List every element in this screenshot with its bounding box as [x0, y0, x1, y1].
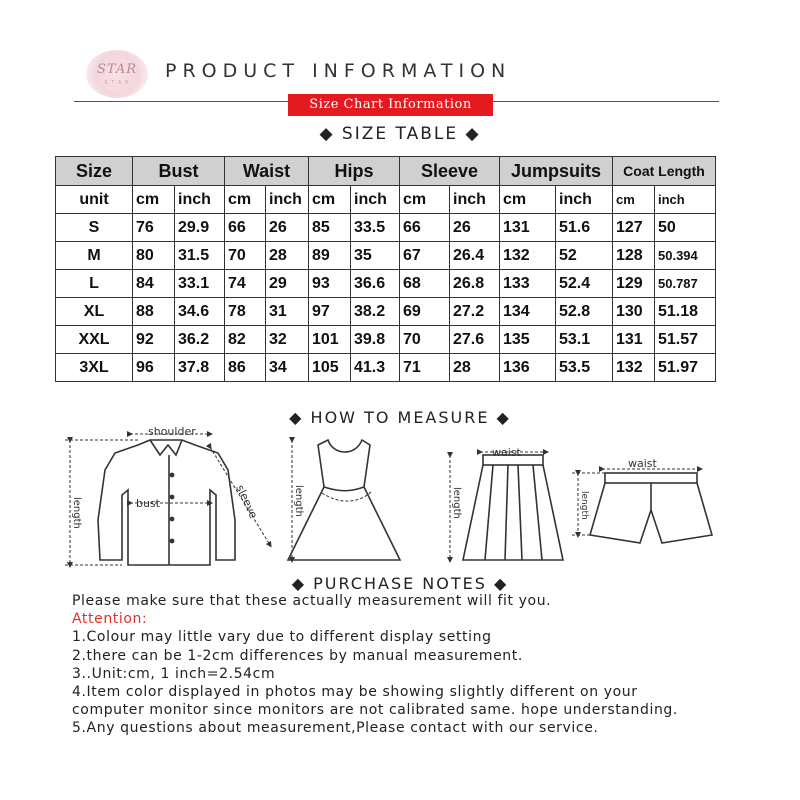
size-table-title: ◆ SIZE TABLE ◆	[319, 124, 481, 144]
header-bust: Bust	[133, 157, 225, 186]
header-hips: Hips	[309, 157, 400, 186]
table-cell: 135	[500, 326, 556, 354]
table-cell: 50	[655, 214, 716, 242]
table-cell: 27.2	[450, 298, 500, 326]
table-cell: 34	[266, 354, 309, 382]
unit-cell: inch	[266, 186, 309, 214]
table-row	[56, 354, 716, 382]
purchase-notes-title: ◆ PURCHASE NOTES ◆	[291, 574, 509, 593]
unit-label: unit	[56, 186, 133, 214]
header-jumpsuits: Jumpsuits	[500, 157, 613, 186]
table-cell: 68	[400, 270, 450, 298]
table-cell: 31	[266, 298, 309, 326]
table-cell: 88	[133, 298, 175, 326]
table-cell: 132	[613, 354, 655, 382]
table-cell: 33.5	[351, 214, 400, 242]
table-header-row	[56, 157, 716, 186]
table-cell: 85	[309, 214, 351, 242]
table-cell: 29	[266, 270, 309, 298]
sleeve-label: sleeve	[233, 482, 261, 521]
shorts-length-label: length	[579, 491, 589, 520]
table-cell: 50.394	[655, 242, 716, 270]
table-cell: 52.8	[556, 298, 613, 326]
jacket-length-label: length	[71, 497, 82, 529]
table-cell: 34.6	[175, 298, 225, 326]
header-waist: Waist	[225, 157, 309, 186]
unit-cell: cm	[500, 186, 556, 214]
table-cell: 127	[613, 214, 655, 242]
table-cell: 52	[556, 242, 613, 270]
table-cell: 32	[266, 326, 309, 354]
unit-cell: inch	[175, 186, 225, 214]
table-cell: 41.3	[351, 354, 400, 382]
table-cell: 76	[133, 214, 175, 242]
table-cell: 26.4	[450, 242, 500, 270]
table-cell: 50.787	[655, 270, 716, 298]
table-cell: 33.1	[175, 270, 225, 298]
table-cell: 130	[613, 298, 655, 326]
shorts-illustration	[572, 469, 712, 543]
size-label-cell: XL	[56, 298, 133, 326]
brand-logo-subtext: S T A R	[104, 80, 130, 86]
skirt-waist-label: waist	[492, 446, 521, 459]
table-cell: 29.9	[175, 214, 225, 242]
shorts-waist-label: waist	[628, 457, 657, 470]
table-cell: 38.2	[351, 298, 400, 326]
table-cell: 36.6	[351, 270, 400, 298]
skirt-length-label: length	[451, 487, 462, 519]
table-cell: 67	[400, 242, 450, 270]
table-cell: 37.8	[175, 354, 225, 382]
table-cell: 128	[613, 242, 655, 270]
table-cell: 51.6	[556, 214, 613, 242]
table-row	[56, 214, 716, 242]
table-cell: 86	[225, 354, 266, 382]
size-label-cell: M	[56, 242, 133, 270]
table-row	[56, 242, 716, 270]
note-item: 1.Colour may little vary due to different display setting	[72, 629, 492, 646]
table-cell: 66	[225, 214, 266, 242]
note-item: 2.there can be 1-2cm differences by manual measurement.	[72, 647, 523, 664]
note-item: 4.Item color displayed in photos may be showing slightly different on your	[72, 684, 638, 701]
measure-illustrations	[60, 425, 740, 575]
unit-cell: cm	[400, 186, 450, 214]
table-cell: 35	[351, 242, 400, 270]
table-cell: 131	[500, 214, 556, 242]
table-cell: 28	[266, 242, 309, 270]
size-label-cell: 3XL	[56, 354, 133, 382]
table-cell: 96	[133, 354, 175, 382]
table-cell: 39.8	[351, 326, 400, 354]
table-cell: 132	[500, 242, 556, 270]
table-cell: 26	[450, 214, 500, 242]
bust-label: bust	[136, 497, 160, 510]
table-cell: 93	[309, 270, 351, 298]
table-cell: 105	[309, 354, 351, 382]
table-cell: 84	[133, 270, 175, 298]
unit-cell: cm	[613, 186, 655, 214]
note-item: 3..Unit:cm, 1 inch=2.54cm	[72, 665, 276, 682]
table-cell: 26.8	[450, 270, 500, 298]
table-cell: 51.18	[655, 298, 716, 326]
size-table	[55, 156, 716, 382]
table-cell: 53.1	[556, 326, 613, 354]
unit-cell: inch	[556, 186, 613, 214]
table-cell: 131	[613, 326, 655, 354]
table-cell: 51.97	[655, 354, 716, 382]
table-row	[56, 298, 716, 326]
table-cell: 66	[400, 214, 450, 242]
table-cell: 36.2	[175, 326, 225, 354]
header-size: Size	[56, 157, 133, 186]
table-cell: 52.4	[556, 270, 613, 298]
table-cell: 80	[133, 242, 175, 270]
table-cell: 51.57	[655, 326, 716, 354]
skirt-illustration	[450, 452, 563, 560]
attention-label: Attention:	[72, 611, 148, 628]
unit-cell: cm	[309, 186, 351, 214]
table-cell: 31.5	[175, 242, 225, 270]
table-cell: 136	[500, 354, 556, 382]
size-chart-banner: Size Chart Information	[288, 94, 493, 116]
table-cell: 78	[225, 298, 266, 326]
header-sleeve: Sleeve	[400, 157, 500, 186]
note-item: computer monitor since monitors are not calibrated same. hope understanding.	[72, 702, 678, 719]
unit-cell: inch	[450, 186, 500, 214]
table-cell: 89	[309, 242, 351, 270]
page-title: PRODUCT INFORMATION	[165, 60, 512, 82]
size-label-cell: XXL	[56, 326, 133, 354]
unit-cell: cm	[133, 186, 175, 214]
notes-intro: Please make sure that these actually measurement will fit you.	[72, 593, 552, 609]
table-row	[56, 270, 716, 298]
unit-cell: inch	[351, 186, 400, 214]
shoulder-label: shoulder	[148, 425, 196, 438]
brand-logo-text: STAR	[96, 62, 138, 77]
unit-cell: inch	[655, 186, 716, 214]
table-cell: 71	[400, 354, 450, 382]
table-cell: 74	[225, 270, 266, 298]
table-cell: 53.5	[556, 354, 613, 382]
table-cell: 133	[500, 270, 556, 298]
table-cell: 27.6	[450, 326, 500, 354]
dress-length-label: length	[293, 485, 304, 517]
table-cell: 70	[400, 326, 450, 354]
table-row	[56, 326, 716, 354]
table-cell: 101	[309, 326, 351, 354]
table-cell: 82	[225, 326, 266, 354]
unit-cell: cm	[225, 186, 266, 214]
table-cell: 129	[613, 270, 655, 298]
size-label-cell: S	[56, 214, 133, 242]
table-cell: 134	[500, 298, 556, 326]
table-cell: 26	[266, 214, 309, 242]
table-cell: 92	[133, 326, 175, 354]
table-cell: 28	[450, 354, 500, 382]
table-unit-row	[56, 186, 716, 214]
how-to-measure-title: ◆ HOW TO MEASURE ◆	[289, 408, 511, 427]
header-coat-length: Coat Length	[613, 157, 716, 186]
table-cell: 69	[400, 298, 450, 326]
note-item: 5.Any questions about measurement,Please contact with our service.	[72, 720, 599, 737]
purchase-notes	[72, 592, 678, 738]
table-cell: 97	[309, 298, 351, 326]
table-cell: 70	[225, 242, 266, 270]
size-label-cell: L	[56, 270, 133, 298]
